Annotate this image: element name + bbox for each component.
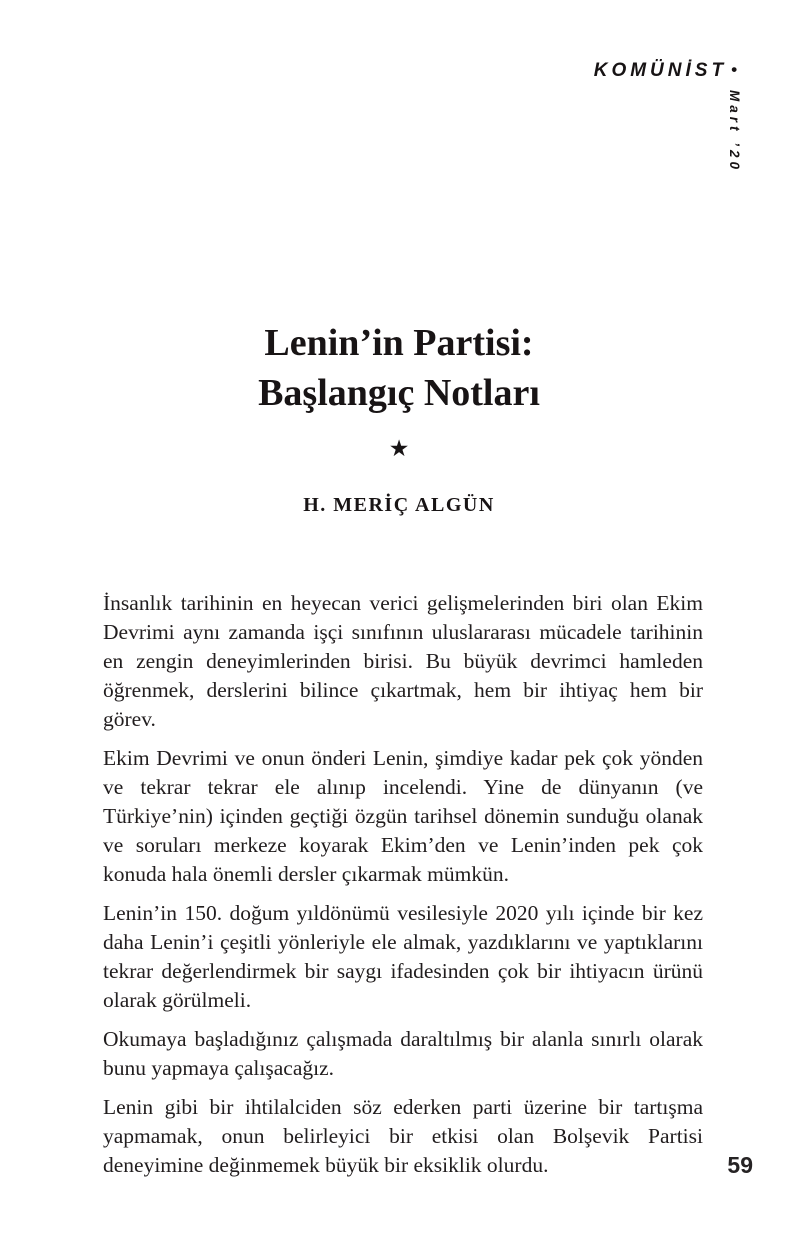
issue-date: Mart ’20 [727,90,742,174]
masthead [594,60,737,82]
body-paragraph: Lenin’in 150. doğum yıldönümü vesilesiyle 2020 yılı içinde bir kez daha Lenin’i çeşitli yönleriyle ele almak, yazdıklarını ve yaptıklarını tekrar değerlendirmek bir saygı ifadesinden çok bir ihtiyacın ürünü olarak görülmeli. [103,901,703,1012]
body-paragraph: Lenin gibi bir ihtilalciden söz ederken parti üzerine bir tartışma yapmamak, onun belirleyici bir etkisi olan Bolşevik Partisi deneyimine değinmemek büyük bir eksiklik olurdu. [103,1095,703,1177]
magazine-title: KOMÜNİST [593,60,728,81]
star-divider-icon: ★ [388,436,410,461]
author-byline: H. MERİÇ ALGÜN [303,494,495,516]
article-title-line-1: Lenin’in Partisi: [264,322,534,364]
article-title-line-2: Başlangıç Notları [258,372,540,414]
masthead-bullet-icon: • [731,60,737,79]
article-body [103,589,703,1190]
body-paragraph: Ekim Devrimi ve onun önderi Lenin, şimdiye kadar pek çok yönden ve tekrar tekrar ele alınıp incelendi. Yine de dünyanın (ve Türkiye’nin) içinden geçtiği özgün tarihsel dönemin sunduğu olanak ve soruları merkeze koyarak Ekim’den ve Lenin’inden pek çok konuda hala önemli dersler çıkarmak mümkün. [103,746,703,886]
article-title [99,318,699,418]
body-paragraph: Okumaya başladığınız çalışmada daraltılmış bir alanla sınırlı olarak bunu yapmaya çalışacağız. [103,1027,703,1080]
body-paragraph: İnsanlık tarihinin en heyecan verici gelişmelerinden biri olan Ekim Devrimi aynı zamanda işçi sınıfının uluslararası mücadele tarihinin en zengin deneyimlerinden birisi. Bu büyük devrimci hamleden öğrenmek, derslerini bilince çıkartmak, hem bir ihtiyaç hem bir görev. [103,591,703,731]
page-number: 59 [727,1152,753,1178]
